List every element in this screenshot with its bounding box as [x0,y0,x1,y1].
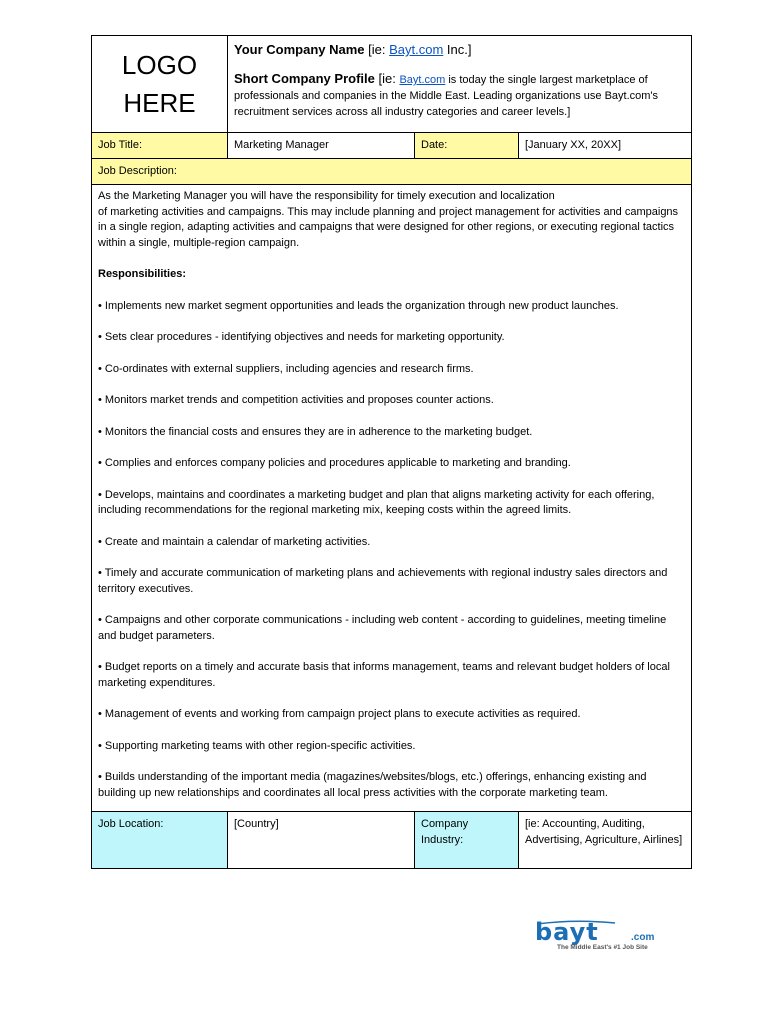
responsibility-item: • Supporting marketing teams with other region-specific activities. [98,739,416,752]
company-name-link[interactable]: Bayt.com [389,42,444,57]
bayt-wordmark: bayt [535,918,599,946]
responsibility-item: • Builds understanding of the important media (magazines/websites/blogs, etc.) offerings, enhancing existing and building up new relationships and coordinates all local press activities with the corporate marketing team. [98,771,647,799]
company-info [228,36,692,133]
bayt-wordmark-suffix: .com [631,932,655,943]
responsibility-item: • Budget reports on a timely and accurate basis that informs management, teams and relevant budget holders of local marketing expenditures. [98,661,670,689]
responsibility-item: • Create and maintain a calendar of marketing activities. [98,535,371,548]
company-profile: Short Company Profile [ie: Bayt.com is today the single largest marketplace of professionals and companies in the Middle East. Leading organizations use Bayt.com's recruitment services across all industry categories and career levels.] [234,71,659,118]
bayt-tagline: The Middle East's #1 Job Site [557,944,648,951]
job-description-form [91,35,692,869]
company-industry-label: Company Industry: [415,812,519,869]
responsibility-item: • Management of events and working from campaign project plans to execute activities as required. [98,708,581,720]
company-profile-link[interactable]: Bayt.com [399,74,446,86]
job-location-value: [Country] [228,812,415,869]
job-description-label: Job Description: [92,159,692,185]
company-name: Your Company Name [ie: Bayt.com Inc.] [234,42,472,57]
logo-line-1: LOGO [121,50,198,80]
bayt-logo [535,915,675,951]
responsibility-item: • Co-ordinates with external suppliers, including agencies and research firms. [98,362,474,375]
responsibility-item: • Campaigns and other corporate communications - including web content - according to guidelines, meeting timeline and budget parameters. [98,614,667,642]
responsibility-item: • Implements new market segment opportunities and leads the organization through new product launches. [98,299,619,312]
logo-placeholder [92,36,228,133]
responsibilities-heading: Responsibilities: [98,268,187,280]
responsibility-item: • Timely and accurate communication of marketing plans and achievements with regional industry sales directors and territory executives. [98,567,668,595]
date-value: [January XX, 20XX] [519,133,692,159]
company-industry-value: [ie: Accounting, Auditing, Advertising, Agriculture, Airlines] [519,812,692,869]
job-description-intro: As the Marketing Manager you will have the responsibility for timely execution and localization of marketing activities and campaigns. This may include planning and project management for activities and campaigns in a single region, adapting activities and campaigns that were designed for other regions, or executing regional tactics within a single, multiple-region campaign. [98,190,679,249]
job-description-body [92,185,692,812]
responsibility-item: • Develops, maintains and coordinates a marketing budget and plan that aligns marketing activity for each offering, including recommendations for the regional marketing mix, keeping costs within the agreed limits. [98,488,655,516]
responsibility-item: • Monitors market trends and competition activities and proposes counter actions. [98,394,494,406]
logo-line-2: HERE [123,88,196,118]
responsibility-item: • Sets clear procedures - identifying objectives and needs for marketing opportunity. [98,331,505,343]
date-label: Date: [415,133,519,159]
responsibility-item: • Complies and enforces company policies and procedures applicable to marketing and branding. [98,457,571,469]
responsibility-item: • Monitors the financial costs and ensures they are in adherence to the marketing budget. [98,425,533,438]
responsibilities-list [98,299,685,802]
job-location-label: Job Location: [92,812,228,869]
job-title-label: Job Title: [92,133,228,159]
job-title-value: Marketing Manager [228,133,415,159]
